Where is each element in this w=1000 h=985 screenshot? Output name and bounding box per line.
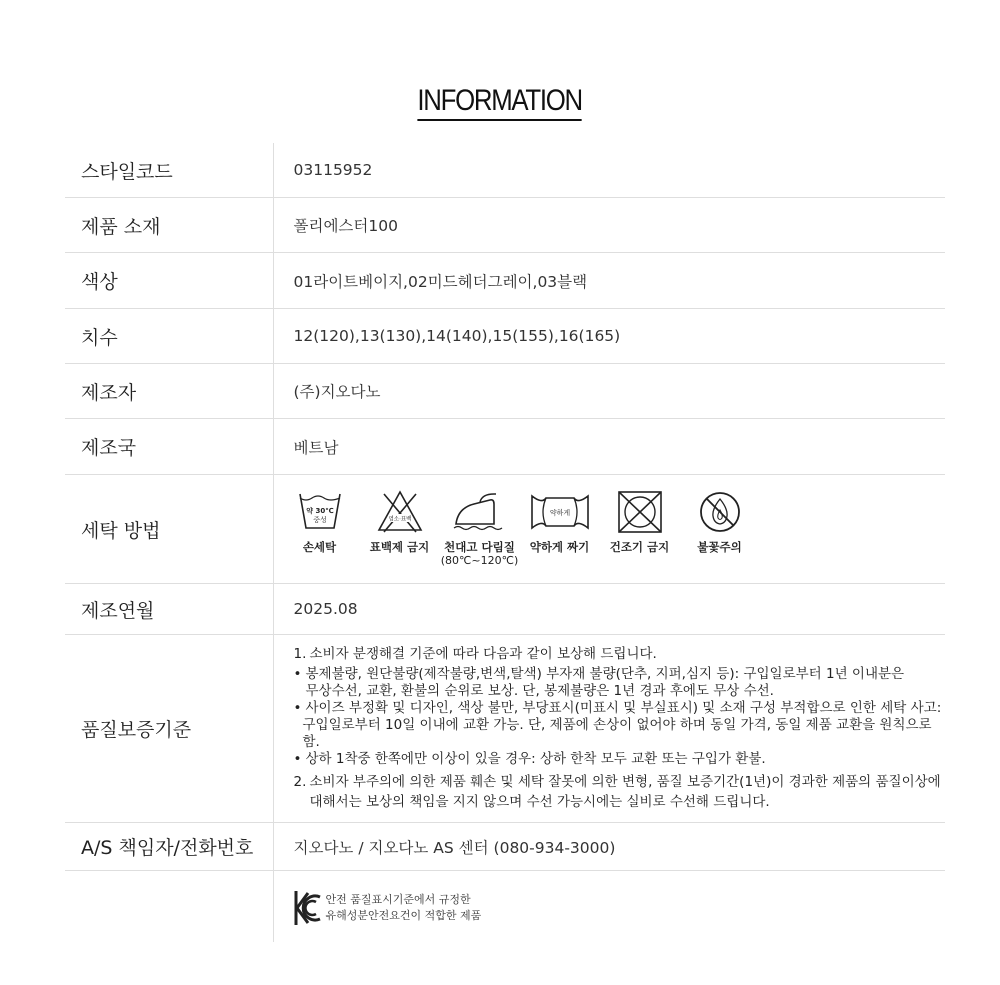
- quality-item-2-line2: 대해서는 보상의 책임을 지지 않으며 수선 가능시에는 실비로 수선해 드립니다.: [309, 794, 770, 810]
- row-quality: [65, 635, 945, 823]
- care-label-flammable: 불꽃주의: [697, 540, 742, 554]
- kc-mark: [294, 889, 945, 927]
- care-no-bleach: [360, 490, 440, 554]
- gentle-wring-inner: 약하게: [549, 509, 570, 517]
- value-date: 2025.08: [273, 584, 945, 635]
- label-material: 제품 소재: [65, 198, 273, 253]
- quality-item-1-text: 소비자 분쟁해결 기준에 따라 다음과 같이 보상해 드립니다.: [309, 646, 657, 662]
- label-color: 색상: [65, 253, 273, 309]
- no-bleach-icon: [376, 490, 424, 534]
- row-maker: [65, 364, 945, 419]
- row-as: [65, 823, 945, 871]
- quality-item-1: [294, 646, 945, 663]
- hand-wash-icon: [296, 490, 344, 534]
- quality-bullet-1-line2: 무상수선, 교환, 환불의 순위로 보상. 단, 봉제불량은 1년 경과 후에도 무상 수선.: [305, 683, 774, 699]
- quality-item-2: [294, 774, 945, 791]
- page-title: INFORMATION: [418, 84, 582, 121]
- quality-bullet-3-line1: 상하 1착중 한쪽에만 이상이 있을 경우: 상하 한착 모두 교환 또는 구입가 환불.: [305, 751, 766, 767]
- row-style-code: [65, 143, 945, 198]
- value-style-code: 03115952: [273, 143, 945, 198]
- row-color: [65, 253, 945, 309]
- care-hand-wash: [280, 490, 360, 554]
- kc-certification-icon: [294, 889, 322, 927]
- no-bleach-inner: 염소·표백: [387, 516, 412, 523]
- bullet-dot: •: [293, 700, 302, 716]
- value-size: 12(120),13(130),14(140),15(155),16(165): [273, 309, 945, 364]
- gentle-wring-icon: [530, 490, 590, 534]
- quality-bullet-1-line1: 봉제불량, 원단불량(제작불량,변색,탈색) 부자재 불량(단추, 지퍼,심지 등): 구입일로부터 1년 이내분은: [305, 666, 905, 682]
- row-kc: [65, 871, 945, 943]
- row-wash: [65, 475, 945, 584]
- row-material: [65, 198, 945, 253]
- label-kc-empty: [65, 871, 273, 943]
- quality-bullet-2: [294, 700, 945, 717]
- quality-item-2-number: 2.: [293, 774, 307, 790]
- kc-text-line2: 유해성분안전요건이 적합한 제품: [325, 908, 482, 922]
- value-color: 01라이트베이지,02미드헤더그레이,03블랙: [273, 253, 945, 309]
- care-label-no-bleach: 표백제 금지: [369, 540, 430, 554]
- iron-icon: [450, 490, 510, 534]
- label-size: 치수: [65, 309, 273, 364]
- quality-text: [294, 646, 945, 811]
- hand-wash-temp: 약 30℃: [305, 507, 334, 515]
- care-sub-iron: (80℃~120℃): [440, 554, 519, 567]
- quality-item-2-line1: 소비자 부주의에 의한 제품 훼손 및 세탁 잘못에 의한 변형, 품질 보증기간(1년)이 경과한 제품의 품질이상에: [309, 774, 941, 790]
- label-wash: 세탁 방법: [65, 475, 273, 584]
- info-table: [65, 143, 945, 942]
- label-country: 제조국: [65, 419, 273, 475]
- value-material: 폴리에스터100: [273, 198, 945, 253]
- label-quality: 품질보증기준: [65, 635, 273, 823]
- kc-text-line1: 안전 품질표시기준에서 규정한: [325, 892, 471, 906]
- quality-bullet-1: [294, 666, 945, 683]
- wash-icons-cell: [273, 475, 945, 584]
- bullet-dot: •: [293, 751, 302, 767]
- care-no-tumble-dry: [600, 490, 680, 554]
- row-size: [65, 309, 945, 364]
- care-label-no-tumble-dry: 건조기 금지: [609, 540, 670, 554]
- label-maker: 제조자: [65, 364, 273, 419]
- kc-text: [326, 892, 482, 924]
- care-label-gentle-wring: 약하게 짜기: [529, 540, 590, 554]
- bullet-dot: •: [293, 666, 302, 682]
- value-kc: [273, 871, 945, 943]
- value-quality: [273, 635, 945, 823]
- quality-item-1-number: 1.: [293, 646, 307, 662]
- row-country: [65, 419, 945, 475]
- label-as: A/S 책임자/전화번호: [65, 823, 273, 871]
- quality-bullet-3: [294, 751, 945, 768]
- quality-bullet-2-line2: 구입일로부터 10일 이내에 교환 가능. 단, 제품에 손상이 없어야 하며 동일 가격, 동일 제품 교환을 원칙으로 함.: [302, 717, 932, 750]
- label-style-code: 스타일코드: [65, 143, 273, 198]
- care-label-iron: 천대고 다림질: [444, 540, 515, 554]
- care-flammable: [680, 490, 760, 554]
- care-gentle-wring: [520, 490, 600, 554]
- hand-wash-neutral: 중성: [312, 516, 327, 524]
- wash-icons: [280, 490, 945, 568]
- value-country: 베트남: [273, 419, 945, 475]
- flammable-warning-icon: [696, 490, 744, 534]
- row-date: [65, 584, 945, 635]
- care-label-hand-wash: 손세탁: [302, 540, 337, 554]
- quality-bullet-2-line1: 사이즈 부정확 및 디자인, 색상 불만, 부당표시(미표시 및 부실표시) 및 소재 구성 부적합으로 인한 세탁 사고:: [305, 700, 942, 716]
- no-tumble-dry-icon: [616, 490, 664, 534]
- care-iron: [440, 490, 520, 568]
- value-maker: (주)지오다노: [273, 364, 945, 419]
- value-as: 지오다노 / 지오다노 AS 센터 (080-934-3000): [273, 823, 945, 871]
- label-date: 제조연월: [65, 584, 273, 635]
